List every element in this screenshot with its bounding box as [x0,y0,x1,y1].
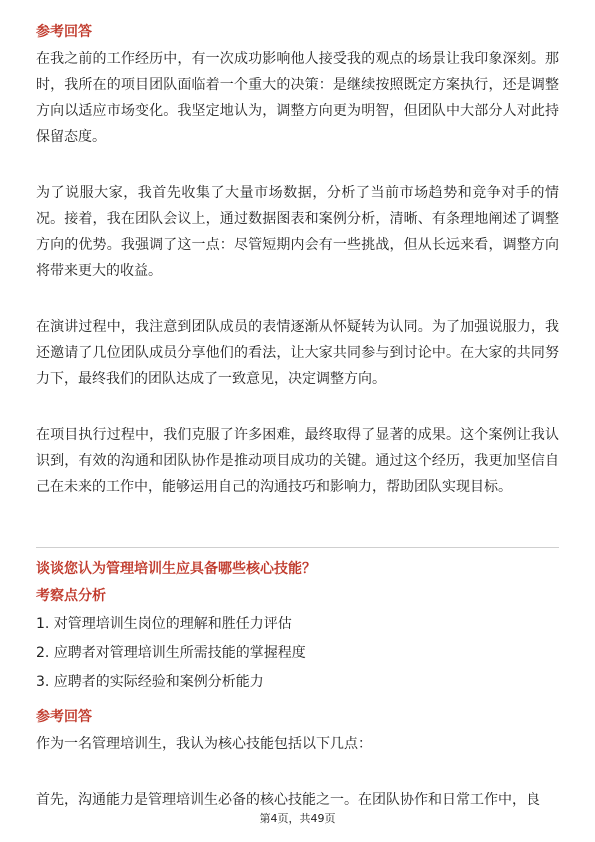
section-divider [36,547,559,548]
analysis-item: 2. 应聘者对管理培训生所需技能的掌握程度 [36,645,306,661]
page-number: 第4页，共49页 [259,812,336,825]
page-content [36,20,559,500]
reference-answer-heading: 参考回答 [36,709,92,725]
answer-paragraph: 为了说服大家，我首先收集了大量市场数据，分析了当前市场趋势和竞争对手的情况。接着，我在团队会议上，通过数据图表和案例分析，清晰、有条理地阐述了调整方向的优势。我强调了这一点：尽管短期内会有一些挑战，但从长远来看，调整方向将带来更大的收益。 [36,185,559,279]
answer-first-point: 首先，沟通能力是管理培训生必备的核心技能之一。在团队协作和日常工作中，良 [36,792,540,808]
answer-paragraph: 在我之前的工作经历中，有一次成功影响他人接受我的观点的场景让我印象深刻。那时，我所在的项目团队面临着一个重大的决策：是继续按照既定方案执行，还是调整方向以适应市场变化。我坚定地认为，调整方向更为明智，但团队中大部分人对此持保留态度。 [36,51,559,145]
paragraph-gap [36,284,559,314]
analysis-item: 3. 应聘者的实际经验和案例分析能力 [36,674,264,690]
answer-intro: 作为一名管理培训生，我认为核心技能包括以下几点： [36,736,372,752]
analysis-item: 1. 对管理培训生岗位的理解和胜任力评估 [36,616,292,632]
question-title: 谈谈您认为管理培训生应具备哪些核心技能？ [36,561,316,577]
reference-answer-heading: 参考回答 [36,24,92,40]
paragraph-gap [36,392,559,422]
analysis-heading: 考察点分析 [36,588,106,604]
paragraph-gap [36,150,559,180]
question-section [36,557,559,813]
answer-paragraph: 在项目执行过程中，我们克服了许多困难，最终取得了显著的成果。这个案例让我认识到，有效的沟通和团队协作是推动项目成功的关键。通过这个经历，我更加坚信自己在未来的工作中，能够运用自己的沟通技巧和影响力，帮助团队实现目标。 [36,427,559,495]
answer-paragraph: 在演讲过程中，我注意到团队成员的表情逐渐从怀疑转为认同。为了加强说服力，我还邀请了几位团队成员分享他们的看法，让大家共同参与到讨论中。在大家的共同努力下，最终我们的团队达成了一致意见，决定调整方向。 [36,319,559,387]
paragraph-gap [36,757,559,787]
